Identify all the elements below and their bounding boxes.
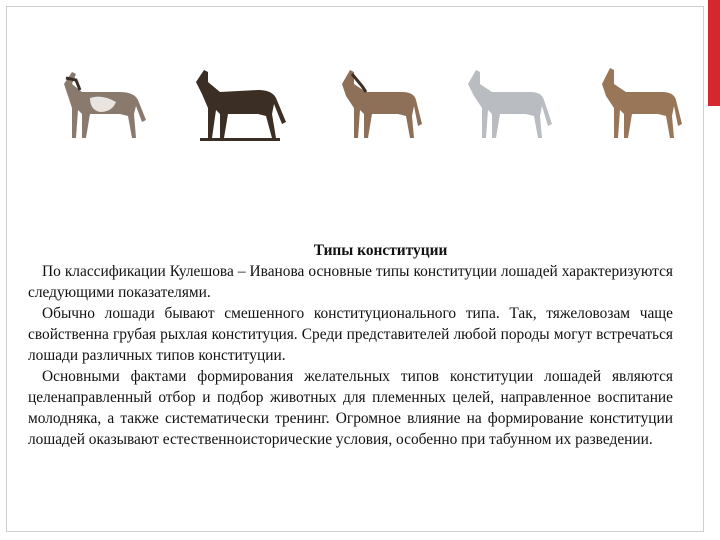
paragraph-1: По классификации Кулешова – Иванова основные типы конституции лошадей характеризуются следующими показателями.: [28, 263, 673, 301]
horse-pinto-icon: [42, 58, 152, 148]
horse-dark-bay-icon: [180, 58, 290, 148]
horse-light-bay-icon: [322, 58, 432, 148]
text-block: [28, 240, 673, 450]
horse-illustrations: [30, 58, 690, 148]
accent-bar: [708, 0, 720, 106]
paragraph-2: Обычно лошади бывают смешенного конституционального типа. Так, тяжеловозам чаще свойственна грубая рыхлая конституция. Среди представителей любой породы могут встречаться лошади различных типов конституции.: [28, 305, 673, 364]
slide-title: Типы конституции: [313, 242, 448, 259]
paragraph-3: Основными фактами формирования желательных типов конституции лошадей являются целенаправленный отбор и подбор животных для племенных целей, направленное воспитание молодняка, а также систематически тренинг. Огромное влияние на формирование конституции лошадей оказывают естественноисторические условия, особенно при табунном их разведении.: [28, 368, 673, 448]
horse-grey-icon: [450, 58, 560, 148]
horse-chestnut-icon: [582, 58, 692, 148]
